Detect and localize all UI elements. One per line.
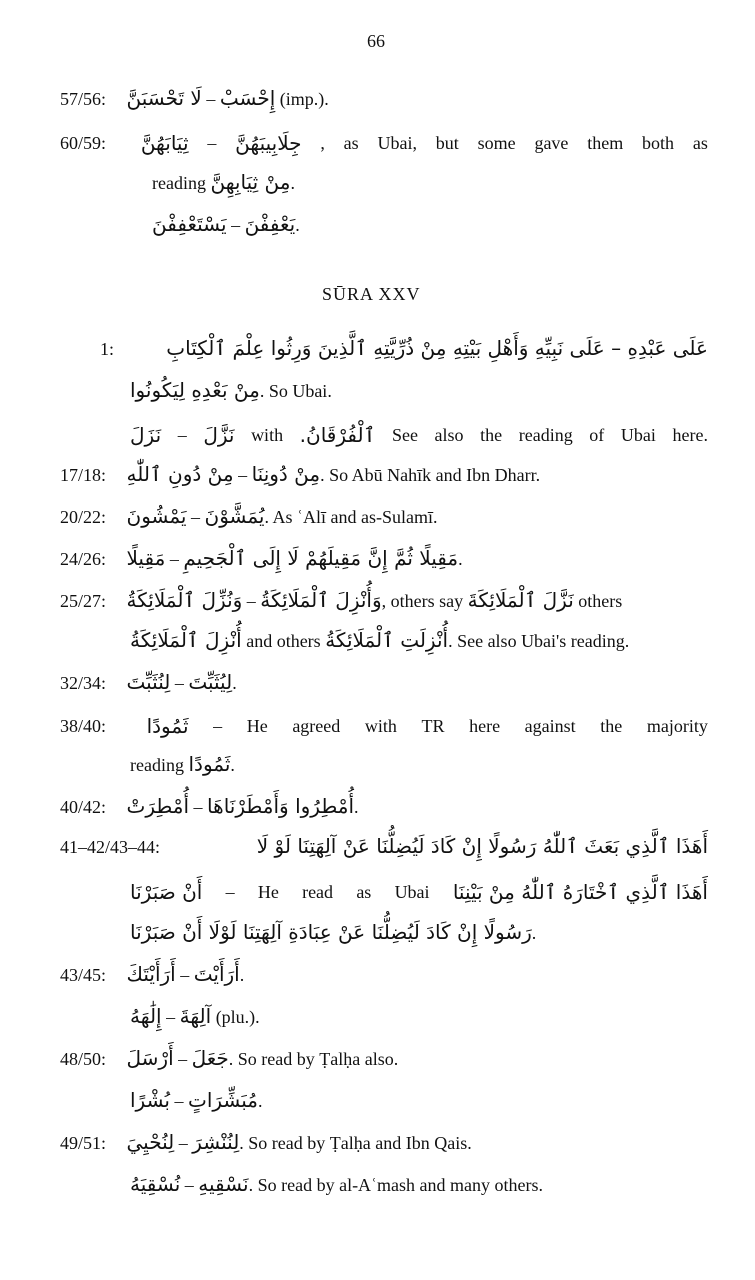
- word: Ubai,: [377, 132, 417, 153]
- arabic-reading: وَنُزِّلَ ٱلْمَلَائِكَةُ: [126, 588, 243, 612]
- text: . So Ubai.: [259, 381, 332, 401]
- page-number: 66: [367, 31, 385, 51]
- verse-ref: 57/56:: [60, 89, 107, 109]
- entry-1: [100, 336, 708, 360]
- entry-1-line2: [130, 380, 332, 400]
- word: the: [480, 424, 503, 445]
- word: the: [600, 715, 623, 736]
- word: as: [356, 881, 372, 902]
- verse-ref: 40/42:: [60, 797, 107, 817]
- entry-25-27-line2: [130, 630, 629, 650]
- arabic-variant: يَعْفِفْنَ: [244, 212, 296, 236]
- arabic-reading: بُشْرًا: [130, 1088, 170, 1112]
- entry-25-27: [60, 590, 622, 610]
- arabic-reading: ثَمُودًا: [146, 714, 189, 738]
- word: agreed: [292, 715, 341, 736]
- arabic-variant: مِنْ دُونِنَا: [251, 462, 321, 486]
- word: also: [434, 424, 464, 445]
- dash: –: [180, 965, 190, 985]
- verse-ref: 25/27:: [60, 591, 107, 611]
- arabic-reading: أَنْ صَبَرْنَا: [130, 880, 203, 904]
- text: . So read by al-Aʿmash and many others.: [248, 1175, 544, 1195]
- text: .: [458, 549, 463, 569]
- entry-57-56: [60, 88, 329, 108]
- arabic-variant: رَسُولًا إِنْ كَادَ لَيُضِلُّنَا عَنْ عِبَادَةِ آلِهَتِنَا لَوْلَا أَنْ صَبَرْنَا: [130, 920, 532, 944]
- word: reading: [518, 424, 573, 445]
- arabic-reading: عَلَى عَبْدِهِ – عَلَى نَبِيِّهِ وَأَهْلِ بَيْتِهِ مِنْ ذُرِّيَّتِهِ ٱلَّذِينَ وَرِثُوا عِلْمَ ٱلْكِتَابِ: [166, 336, 708, 360]
- arabic-reading: لِنُحْيِيَ: [126, 1130, 175, 1154]
- dash: –: [193, 797, 203, 817]
- arabic-variant: ثَمُودًا: [188, 752, 231, 776]
- arabic-variant: آلِهَةَ: [179, 1004, 212, 1028]
- arabic-reading: نُسْقِيَهُ: [130, 1172, 181, 1196]
- dash: –: [191, 507, 200, 527]
- arabic-reading: نَزَّلَ: [203, 423, 235, 447]
- dash: –: [184, 1175, 194, 1195]
- dash: –: [174, 673, 184, 693]
- word: them: [587, 132, 624, 153]
- text: . So read by Ṭalḥa also.: [228, 1049, 399, 1069]
- entry-60-59: [60, 131, 708, 155]
- arabic-reading: أَهَذَا ٱلَّذِي بَعَثَ ٱللّٰهُ رَسُولًا إِنْ كَادَ لَيُضِلُّنَا عَنْ آلِهَتِنَا لَوْ لَا: [256, 834, 708, 858]
- arabic-variant: أَرَأَيْتَ: [193, 962, 240, 986]
- text: . So read by Ṭalḥa and Ibn Qais.: [239, 1133, 472, 1153]
- word: both: [642, 132, 675, 153]
- verse-ref: 49/51:: [60, 1133, 107, 1153]
- dash: –: [174, 1091, 184, 1111]
- text: .: [239, 965, 245, 985]
- word: He: [246, 715, 268, 736]
- dash: –: [177, 424, 187, 445]
- entry-24-26: [60, 548, 463, 568]
- entry-38-40: [60, 714, 708, 738]
- verse-ref: 17/18:: [60, 465, 107, 485]
- entry-41-44-line3: [130, 922, 536, 942]
- dash: –: [178, 1133, 188, 1153]
- verse-ref: 43/45:: [60, 965, 107, 985]
- word: but: [435, 132, 459, 153]
- word: read: [302, 881, 334, 902]
- entry-41-44: [60, 834, 708, 858]
- arabic-variant: نَسْقِيهِ: [198, 1172, 249, 1196]
- word: majority: [646, 715, 708, 736]
- arabic-reading: مِنْ بَعْدِهِ لِيَكُونُوا: [130, 378, 260, 402]
- arabic-variant: أُمْطِرُوا وَأَمْطَرْنَاهَا: [207, 794, 354, 818]
- arabic-reading: أُمْطِرَتْ: [126, 794, 190, 818]
- word: See: [391, 424, 418, 445]
- text: others: [578, 591, 623, 611]
- word: of: [589, 424, 605, 445]
- entry-40-42: [60, 796, 359, 816]
- entry-43-45-line2: [130, 1006, 260, 1026]
- entry-48-50-line2: [130, 1090, 263, 1110]
- arabic-variant: أُنْزِلَتِ ٱلْمَلَائِكَةُ: [325, 628, 449, 652]
- word: gave: [534, 132, 569, 153]
- dash: –: [207, 132, 217, 153]
- word: Ubai: [394, 881, 430, 902]
- arabic-variant: يُمَشَّوْنَ: [204, 504, 265, 528]
- arabic-reading: يَسْتَعْفِفْنَ: [152, 212, 227, 236]
- text: (plu.).: [215, 1007, 260, 1027]
- arabic-variant: لِيُثَبِّتَ: [188, 670, 233, 694]
- arabic-reading: أَرْسَلَ: [126, 1046, 174, 1070]
- text: .: [232, 673, 237, 693]
- text: and others: [246, 631, 321, 651]
- note: (imp.).: [279, 89, 329, 109]
- entry-20-22: [60, 506, 438, 526]
- arabic-reading: مَقِيلًا: [126, 546, 166, 570]
- text: .: [354, 797, 359, 817]
- text: reading: [130, 755, 184, 775]
- word: –: [213, 715, 223, 736]
- word: TR: [421, 715, 445, 736]
- arabic-reading: مِنْ ثِيَابِهِنَّ: [210, 170, 291, 194]
- arabic-reading: مِنْ دُونِ ٱللّٰهِ: [126, 462, 234, 486]
- text: .: [295, 215, 300, 235]
- verse-ref: 24/26:: [60, 549, 107, 569]
- entry-49-51-line2: [130, 1174, 543, 1194]
- sura-title: SŪRA XXV: [322, 284, 421, 304]
- entry-60-59-line2: [152, 172, 295, 192]
- arabic-word: ٱلْفُرْقَانُ.: [299, 423, 376, 447]
- dash: –: [166, 1007, 176, 1027]
- verse-ref: 48/50:: [60, 1049, 107, 1069]
- arabic-variant: نَزَّلَ ٱلْمَلَائِكَةَ: [467, 588, 574, 612]
- word: some: [477, 132, 516, 153]
- text: .: [531, 923, 537, 943]
- entry-17-18: [60, 464, 540, 484]
- arabic-variant: مُبَشِّرَاتٍ: [188, 1088, 259, 1112]
- text: . See also Ubai's reading.: [448, 631, 630, 651]
- verse-ref: 1:: [100, 339, 115, 359]
- word: as: [343, 132, 359, 153]
- dash: –: [231, 215, 241, 235]
- word: He: [257, 881, 279, 902]
- word: here: [469, 715, 501, 736]
- arabic-reading: لَا تَحْسَبَنَّ: [126, 86, 202, 110]
- text: .: [258, 1091, 263, 1111]
- verse-ref: 32/34:: [60, 673, 107, 693]
- word: as: [692, 132, 708, 153]
- arabic-variant: مَقِيلًا ثُمَّ إِنَّ مَقِيلَهُمْ لَا إِلَى ٱلْجَحِيمِ: [183, 546, 459, 570]
- arabic-variant: جَعَلَ: [191, 1046, 229, 1070]
- entry-32-34: [60, 672, 237, 692]
- verse-ref: 38/40:: [60, 715, 107, 736]
- verse-ref: 60/59:: [60, 132, 107, 153]
- text: . As ʿAlī and as-Sulamī.: [264, 507, 438, 527]
- arabic-variant: لِنُنْشِرَ: [192, 1130, 240, 1154]
- text: .: [290, 173, 295, 193]
- text: , others say: [381, 591, 464, 611]
- arabic-variant: وَأُنْزِلَ ٱلْمَلَائِكَةُ: [260, 588, 382, 612]
- entry-38-40-line2: [130, 754, 235, 774]
- arabic-variant: جِلَابِيبَهُنَّ: [235, 131, 302, 155]
- dash: –: [246, 591, 256, 611]
- dash: –: [178, 1049, 188, 1069]
- arabic-variant: أَهَذَا ٱلَّذِي ٱخْتَارَهُ ٱللّٰهُ مِنْ بَيْنِنَا: [452, 880, 708, 904]
- arabic-variant: نَزَلَ: [130, 423, 162, 447]
- text: .: [230, 755, 235, 775]
- text: . So Abū Nahīk and Ibn Dharr.: [320, 465, 541, 485]
- entry-49-51: [60, 1132, 472, 1152]
- dash: –: [169, 549, 179, 569]
- word: against: [524, 715, 576, 736]
- arabic-reading: ثِيَابَهُنَّ: [140, 131, 189, 155]
- text: reading: [152, 173, 206, 193]
- word: ,: [320, 132, 325, 153]
- dash: –: [238, 465, 248, 485]
- word: –: [225, 881, 235, 902]
- arabic-reading: يَمْشُونَ: [126, 504, 187, 528]
- word: Ubai: [620, 424, 656, 445]
- arabic-reading: لِنُثَبِّتَ: [126, 670, 171, 694]
- entry-43-45: [60, 964, 244, 984]
- verse-ref: 41–42/43–44:: [60, 837, 161, 857]
- entry-1-line3: [130, 423, 708, 447]
- dash: –: [206, 89, 216, 109]
- entry-48-50: [60, 1048, 398, 1068]
- word: here.: [672, 424, 708, 445]
- arabic-variant: أُنْزِلَ ٱلْمَلَائِكَةُ: [130, 628, 242, 652]
- word: with: [364, 715, 397, 736]
- arabic-variant: إِحْسَبْ: [219, 86, 276, 110]
- word: with: [251, 424, 284, 445]
- entry-41-44-line2: [130, 880, 708, 904]
- verse-ref: 20/22:: [60, 507, 107, 527]
- arabic-reading: أَرَأَيْتَكَ: [126, 962, 176, 986]
- arabic-reading: إِلَٰهَهُ: [130, 1004, 162, 1028]
- entry-60-59-line3: [152, 214, 300, 234]
